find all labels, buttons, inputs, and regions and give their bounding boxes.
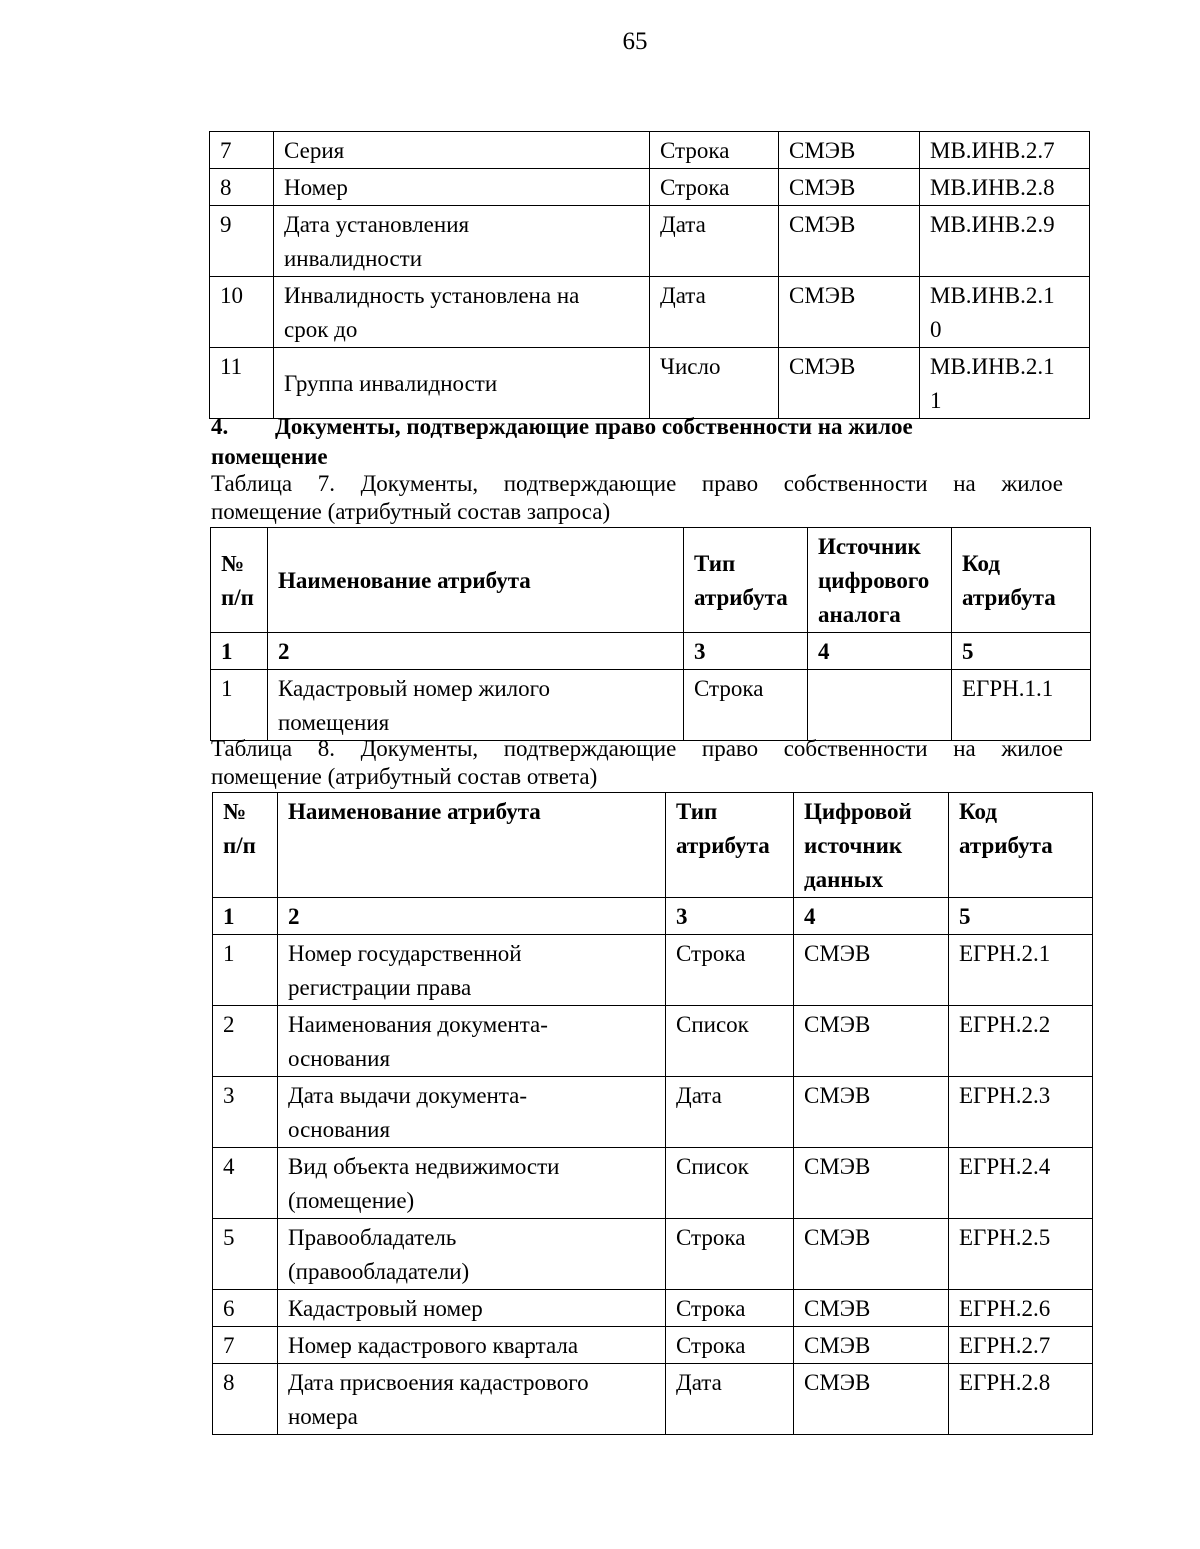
- table-row: [210, 206, 1090, 277]
- attribute-type: Список: [666, 1006, 794, 1077]
- attribute-name-line: Вид объекта недвижимости: [288, 1154, 560, 1179]
- attribute-source: СМЭВ: [794, 1219, 949, 1290]
- attribute-name-line: Дата выдачи документа-: [288, 1083, 528, 1108]
- attribute-name-line: помещения: [278, 710, 390, 735]
- section-heading-line: [211, 412, 1071, 442]
- table-row: [210, 169, 1090, 206]
- row-number: 11: [210, 348, 274, 419]
- header-line: атрибута: [962, 585, 1056, 610]
- row-number: 9: [210, 206, 274, 277]
- row-number: 10: [210, 277, 274, 348]
- header-type: [666, 793, 794, 898]
- page-number: 65: [622, 28, 648, 55]
- column-number: 5: [949, 898, 1093, 935]
- header-line: Код: [959, 799, 998, 824]
- header-line: данных: [804, 867, 884, 892]
- column-number: 5: [952, 633, 1091, 670]
- row-number: 3: [213, 1077, 278, 1148]
- header-line: Тип: [694, 551, 736, 576]
- header-line: Цифровой: [804, 799, 912, 824]
- header-name: Наименование атрибута: [268, 528, 684, 633]
- attribute-type: Строка: [650, 169, 779, 206]
- attribute-source: СМЭВ: [779, 348, 920, 419]
- attribute-type: Строка: [666, 935, 794, 1006]
- header-source: [808, 528, 952, 633]
- attribute-name-line: (помещение): [288, 1188, 415, 1213]
- header-line: источник: [804, 833, 903, 858]
- header-source: [794, 793, 949, 898]
- table-row: [213, 1006, 1093, 1077]
- table-header-row: [211, 528, 1091, 633]
- table8-caption: [211, 735, 1063, 791]
- attribute-name: Кадастровый номер: [278, 1290, 666, 1327]
- attribute-code: ЕГРН.2.8: [949, 1364, 1093, 1435]
- header-line: №: [221, 551, 245, 576]
- column-number: 1: [213, 898, 278, 935]
- attribute-name: Номер кадастрового квартала: [278, 1327, 666, 1364]
- table-header-row: [213, 793, 1093, 898]
- table-row: [210, 277, 1090, 348]
- attribute-source: СМЭВ: [794, 935, 949, 1006]
- attribute-name-line: регистрации права: [288, 975, 472, 1000]
- attribute-source: СМЭВ: [794, 1364, 949, 1435]
- attribute-source: СМЭВ: [794, 1327, 949, 1364]
- table7-caption: [211, 470, 1063, 526]
- header-line: Источник: [818, 534, 921, 559]
- attribute-code: ЕГРН.2.6: [949, 1290, 1093, 1327]
- column-number: 1: [211, 633, 268, 670]
- row-number: 7: [210, 132, 274, 169]
- attribute-name-line: номера: [288, 1404, 358, 1429]
- header-line: цифрового: [818, 568, 930, 593]
- attribute-name: [278, 1219, 666, 1290]
- attribute-code: МВ.ИНВ.2.8: [920, 169, 1090, 206]
- continued-table: [209, 131, 1090, 419]
- row-number: 4: [213, 1148, 278, 1219]
- column-number: 2: [278, 898, 666, 935]
- header-code: [949, 793, 1093, 898]
- column-number: 3: [666, 898, 794, 935]
- row-number: 5: [213, 1219, 278, 1290]
- attribute-type: Строка: [650, 132, 779, 169]
- header-code: [952, 528, 1091, 633]
- attribute-source: СМЭВ: [794, 1077, 949, 1148]
- table-row: [213, 1364, 1093, 1435]
- attribute-source: СМЭВ: [794, 1290, 949, 1327]
- attribute-name: [274, 277, 650, 348]
- attribute-code-line: МВ.ИНВ.2.1: [930, 283, 1055, 308]
- row-number: 6: [213, 1290, 278, 1327]
- attribute-type: Строка: [666, 1290, 794, 1327]
- attribute-source: СМЭВ: [794, 1006, 949, 1077]
- attribute-name-text: Группа инвалидности: [284, 371, 498, 396]
- attribute-name-line: Номер государственной: [288, 941, 522, 966]
- attribute-type: Дата: [650, 206, 779, 277]
- caption-line: Таблица 8. Документы, подтверждающие право собственности на жилое: [211, 736, 1063, 761]
- header-line: атрибута: [694, 585, 788, 610]
- attribute-name-line: Правообладатель: [288, 1225, 457, 1250]
- attribute-code: ЕГРН.2.7: [949, 1327, 1093, 1364]
- attribute-code: ЕГРН.2.4: [949, 1148, 1093, 1219]
- attribute-type: Дата: [666, 1077, 794, 1148]
- column-number: 2: [268, 633, 684, 670]
- header-line: атрибута: [676, 833, 770, 858]
- table-row: [213, 1148, 1093, 1219]
- table-row: [211, 670, 1091, 741]
- section-heading-line: помещение: [211, 444, 328, 469]
- attribute-type: Строка: [666, 1327, 794, 1364]
- attribute-source: СМЭВ: [779, 277, 920, 348]
- row-number: 2: [213, 1006, 278, 1077]
- section-number: 4.: [211, 414, 229, 439]
- column-number-row: [213, 898, 1093, 935]
- attribute-code: ЕГРН.2.2: [949, 1006, 1093, 1077]
- table-row: [213, 1077, 1093, 1148]
- column-number: 4: [808, 633, 952, 670]
- attribute-name-line: инвалидности: [284, 246, 423, 271]
- attribute-source: СМЭВ: [779, 206, 920, 277]
- header-line: №: [223, 799, 247, 824]
- caption-line: помещение (атрибутный состав ответа): [211, 764, 598, 789]
- attribute-code: ЕГРН.2.3: [949, 1077, 1093, 1148]
- attribute-name: [268, 670, 684, 741]
- attribute-name: [278, 1364, 666, 1435]
- attribute-name-line: Инвалидность установлена на: [284, 283, 580, 308]
- attribute-type: Дата: [666, 1364, 794, 1435]
- attribute-name-line: Дата установления: [284, 212, 470, 237]
- attribute-name-line: Кадастровый номер жилого: [278, 676, 550, 701]
- attribute-type: Число: [650, 348, 779, 419]
- row-number: 8: [213, 1364, 278, 1435]
- attribute-name: [278, 1006, 666, 1077]
- table8: [212, 792, 1093, 1435]
- attribute-code: МВ.ИНВ.2.9: [920, 206, 1090, 277]
- row-number: 1: [211, 670, 268, 741]
- row-number: 7: [213, 1327, 278, 1364]
- attribute-name-line: (правообладатели): [288, 1259, 470, 1284]
- attribute-source: СМЭВ: [779, 169, 920, 206]
- attribute-name: [278, 1148, 666, 1219]
- section-title: Документы, подтверждающие право собственности на жилое: [275, 414, 913, 439]
- attribute-name-line: Наименования документа-: [288, 1012, 548, 1037]
- attribute-type: Строка: [666, 1219, 794, 1290]
- column-number-row: [211, 633, 1091, 670]
- attribute-name: [278, 1077, 666, 1148]
- header-line: п/п: [223, 833, 256, 858]
- attribute-code: ЕГРН.2.5: [949, 1219, 1093, 1290]
- attribute-code: [920, 348, 1090, 419]
- attribute-type: Дата: [650, 277, 779, 348]
- attribute-type: Строка: [684, 670, 808, 741]
- attribute-name: [274, 206, 650, 277]
- attribute-name-line: основания: [288, 1117, 391, 1142]
- attribute-code: ЕГРН.2.1: [949, 935, 1093, 1006]
- attribute-name-line: срок до: [284, 317, 358, 342]
- attribute-name: [274, 348, 650, 419]
- attribute-code: МВ.ИНВ.2.7: [920, 132, 1090, 169]
- attribute-name: Серия: [274, 132, 650, 169]
- table-row: [210, 132, 1090, 169]
- attribute-code-line: МВ.ИНВ.2.1: [930, 354, 1055, 379]
- header-line: атрибута: [959, 833, 1053, 858]
- attribute-name-line: основания: [288, 1046, 391, 1071]
- table7: [210, 527, 1091, 741]
- header-line: аналога: [818, 602, 901, 627]
- column-number: 3: [684, 633, 808, 670]
- attribute-name-line: Дата присвоения кадастрового: [288, 1370, 589, 1395]
- row-number: 8: [210, 169, 274, 206]
- attribute-source: [808, 670, 952, 741]
- attribute-code-line: 1: [930, 388, 942, 413]
- header-number: [213, 793, 278, 898]
- attribute-code: ЕГРН.1.1: [952, 670, 1091, 741]
- attribute-code-line: 0: [930, 317, 942, 342]
- attribute-source: СМЭВ: [779, 132, 920, 169]
- table-row: [213, 1290, 1093, 1327]
- table-row: [213, 935, 1093, 1006]
- row-number: 1: [213, 935, 278, 1006]
- caption-line: помещение (атрибутный состав запроса): [211, 499, 611, 524]
- column-number: 4: [794, 898, 949, 935]
- header-number: [211, 528, 268, 633]
- header-type: [684, 528, 808, 633]
- header-line: п/п: [221, 585, 254, 610]
- table-row: [210, 348, 1090, 419]
- attribute-name: [278, 935, 666, 1006]
- table-row: [213, 1219, 1093, 1290]
- section-heading: [211, 412, 1071, 472]
- caption-line: Таблица 7. Документы, подтверждающие право собственности на жилое: [211, 471, 1063, 496]
- attribute-code: [920, 277, 1090, 348]
- attribute-source: СМЭВ: [794, 1148, 949, 1219]
- attribute-name: Номер: [274, 169, 650, 206]
- header-name: Наименование атрибута: [278, 793, 666, 898]
- header-line: Тип: [676, 799, 718, 824]
- table-row: [213, 1327, 1093, 1364]
- attribute-type: Список: [666, 1148, 794, 1219]
- header-line: Код: [962, 551, 1001, 576]
